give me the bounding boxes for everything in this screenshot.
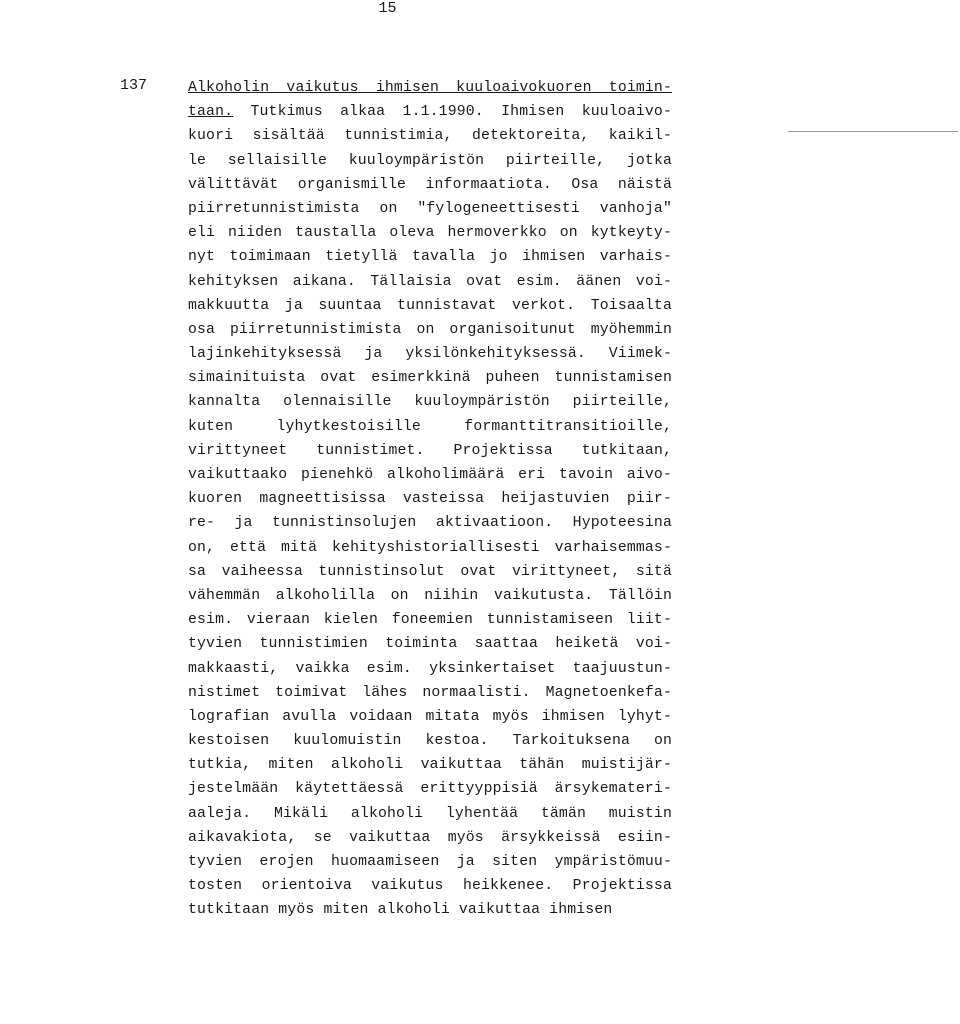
body-line: kuten lyhytkestoisille formanttitransitioille,	[188, 418, 672, 435]
body-line: sa vaiheessa tunnistinsolut ovat virittyneet, sitä	[188, 563, 672, 580]
entry-body-text	[188, 76, 672, 923]
entry-title-end: taan.	[188, 104, 234, 121]
body-line: kuoren magneettisissa vasteissa heijastuvien piir-	[188, 491, 672, 508]
body-line: kestoisen kuulomuistin kestoa. Tarkoituksena on	[188, 733, 672, 750]
body-line: tyvien tunnistimien toiminta saattaa heiketä voi-	[188, 636, 672, 653]
entry-title-line: Alkoholin vaikutus ihmisen kuuloaivokuoren toimin-	[188, 80, 672, 96]
body-line	[188, 100, 672, 124]
entry-number: 137	[120, 77, 148, 94]
body-line: esim. vieraan kielen foneemien tunnistamiseen liit-	[188, 612, 672, 629]
body-line: nyt toimimaan tietyllä tavalla jo ihmisen varhais-	[188, 249, 672, 266]
body-line: makkuutta ja suuntaa tunnistavat verkot. Toisaalta	[188, 297, 672, 314]
body-line: osa piirretunnistimista on organisoitunut myöhemmin	[188, 321, 672, 338]
body-line: lografian avulla voidaan mitata myös ihmisen lyhyt-	[188, 708, 672, 725]
body-line: nistimet toimivat lähes normaalisti. Magnetoenkefa-	[188, 684, 672, 701]
margin-rule-mark	[788, 131, 958, 132]
body-line: kannalta olennaisille kuuloympäristön piirteille,	[188, 394, 672, 411]
body-line: tutkitaan myös miten alkoholi vaikuttaa ihmisen	[188, 902, 613, 919]
body-line: jestelmään käytettäessä erittyyppisiä ärsykemateri-	[188, 781, 672, 798]
body-line: eli niiden taustalla oleva hermoverkko on kytkeyty-	[188, 225, 672, 242]
body-line: piirretunnistimista on "fylogeneettisesti vanhoja"	[188, 200, 672, 217]
page-number: 15	[378, 0, 397, 17]
body-line-rest: Tutkimus alkaa 1.1.1990. Ihmisen kuuloaivo-	[233, 104, 672, 121]
body-line: aaleja. Mikäli alkoholi lyhentää tämän muistin	[188, 805, 672, 822]
body-line: simainituista ovat esimerkkinä puheen tunnistamisen	[188, 370, 672, 387]
body-line: välittävät organismille informaatiota. Osa näistä	[188, 176, 672, 193]
body-line: tutkia, miten alkoholi vaikuttaa tähän muistijär-	[188, 757, 672, 774]
body-line: lajinkehityksessä ja yksilönkehityksessä. Viimek-	[188, 346, 672, 363]
body-line: le sellaisille kuuloympäristön piirteille, jotka	[188, 152, 672, 169]
body-line: aikavakiota, se vaikuttaa myös ärsykkeissä esiin-	[188, 829, 672, 846]
body-line: re- ja tunnistinsolujen aktivaatioon. Hypoteesina	[188, 515, 672, 532]
body-line: tyvien erojen huomaamiseen ja siten ympäristömuu-	[188, 854, 672, 870]
body-line: virittyneet tunnistimet. Projektissa tutkitaan,	[188, 442, 672, 459]
body-line: makkaasti, vaikka esim. yksinkertaiset taajuustun-	[188, 660, 672, 677]
body-line: vaikuttaako pienehkö alkoholimäärä eri tavoin aivo-	[188, 467, 672, 483]
body-line: vähemmän alkoholilla on niihin vaikutusta. Tällöin	[188, 587, 672, 604]
body-line: kehityksen aikana. Tällaisia ovat esim. äänen voi-	[188, 273, 672, 290]
body-line: on, että mitä kehityshistoriallisesti varhaisemmas-	[188, 539, 672, 556]
body-line: tosten orientoiva vaikutus heikkenee. Projektissa	[188, 878, 672, 895]
body-line: kuori sisältää tunnistimia, detektoreita, kaikil-	[188, 128, 672, 145]
